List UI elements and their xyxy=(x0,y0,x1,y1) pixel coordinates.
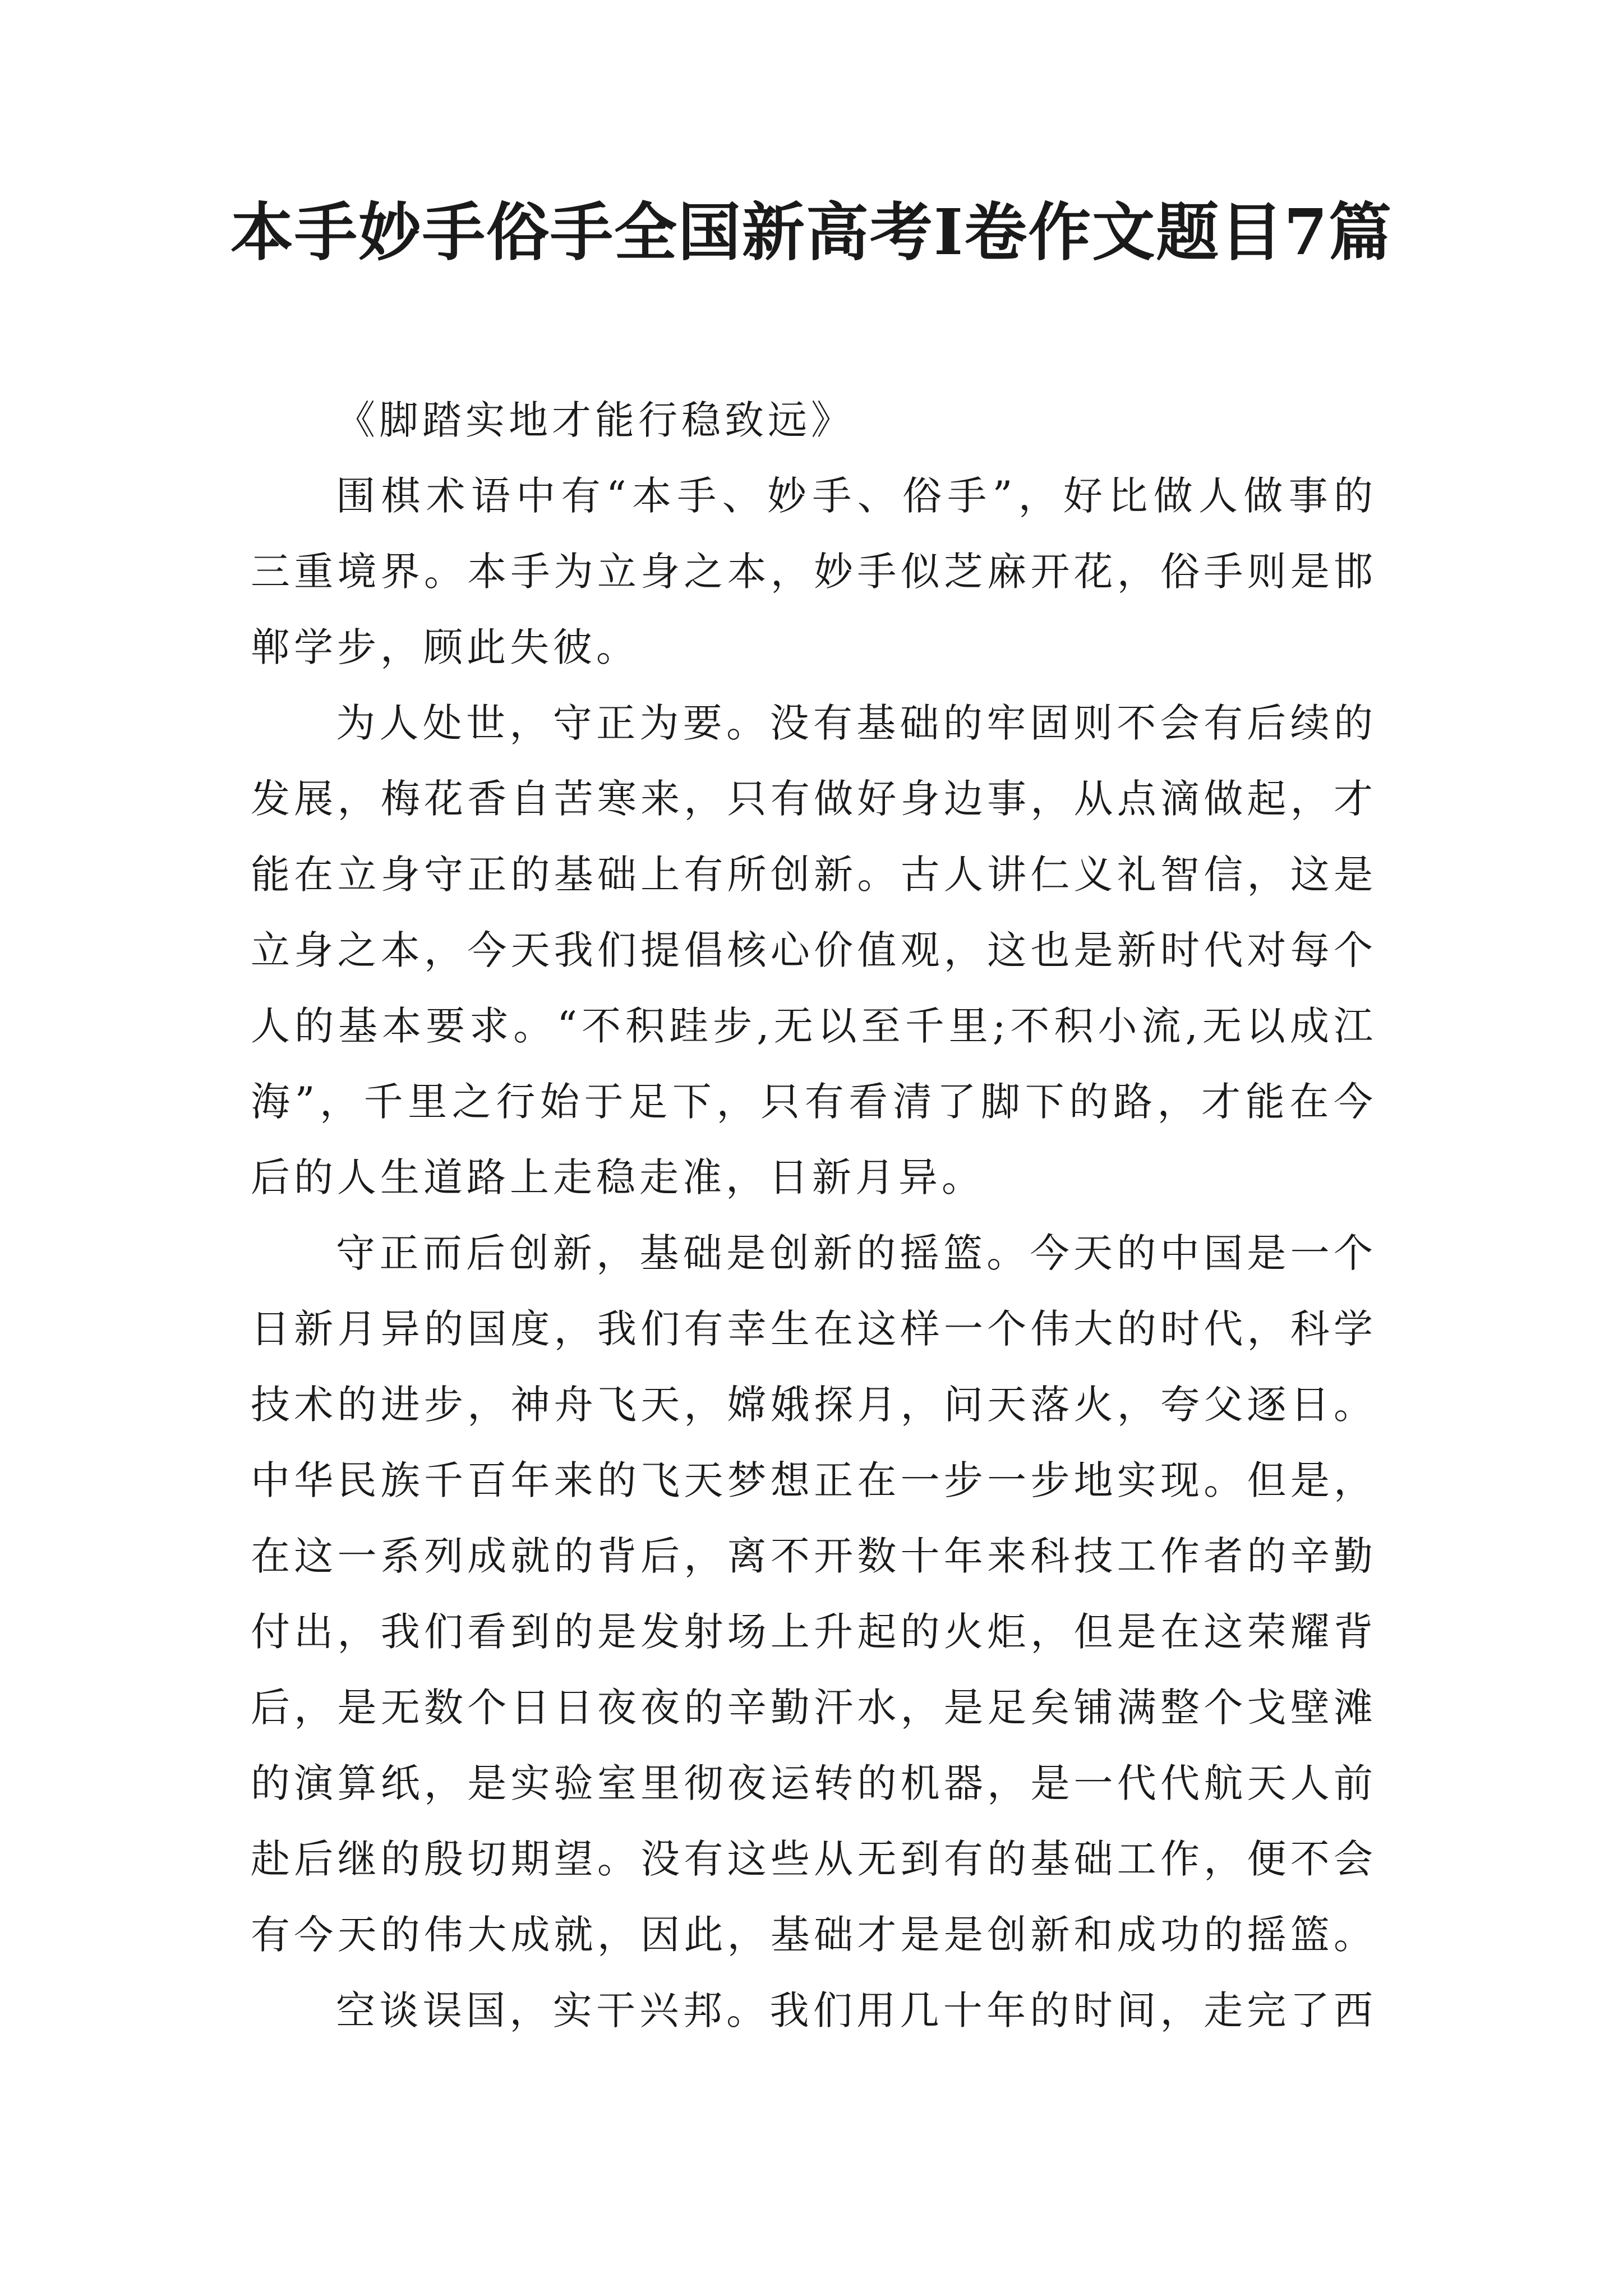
paragraph-line: 能在立身守正的基础上有所创新。古人讲仁义礼智信，这是 xyxy=(251,852,1377,898)
paragraph-line: 守正而后创新，基础是创新的摇篮。今天的中国是一个 xyxy=(336,1230,1377,1276)
paragraph-line: 郸学步，顾此失彼。 xyxy=(251,624,639,670)
paragraph-line: 赴后继的殷切期望。没有这些从无到有的基础工作，便不会 xyxy=(251,1836,1377,1882)
paragraph-line: 技术的进步，神舟飞天，嫦娥探月，问天落火，夸父逐日。 xyxy=(251,1382,1377,1428)
paragraph-line: 后，是无数个日日夜夜的辛勤汗水，是足矣铺满整个戈壁滩 xyxy=(251,1685,1377,1731)
paragraph-line: 海”，千里之行始于足下，只有看清了脚下的路，才能在今 xyxy=(251,1079,1377,1125)
paragraph-line: 有今天的伟大成就，因此，基础才是是创新和成功的摇篮。 xyxy=(251,1912,1377,1958)
essay-title: 《脚踏实地才能行稳致远》 xyxy=(336,397,854,443)
paragraph-line: 日新月异的国度，我们有幸生在这样一个伟大的时代，科学 xyxy=(251,1306,1377,1352)
paragraph-line: 为人处世，守正为要。没有基础的牢固则不会有后续的 xyxy=(336,700,1377,746)
paragraph-line: 中华民族千百年来的飞天梦想正在一步一步地实现。但是， xyxy=(251,1457,1377,1503)
paragraph-line: 的演算纸，是实验室里彻夜运转的机器，是一代代航天人前 xyxy=(251,1760,1377,1806)
paragraph xyxy=(251,1973,1377,2049)
paragraph-line: 三重境界。本手为立身之本，妙手似芝麻开花，俗手则是邯 xyxy=(251,549,1377,595)
paragraph xyxy=(251,1216,1377,1973)
paragraph xyxy=(251,685,1377,1216)
essay-body xyxy=(251,383,1377,2049)
paragraph-line: 空谈误国，实干兴邦。我们用几十年的时间，走完了西 xyxy=(336,1987,1377,2033)
paragraph-line: 后的人生道路上走稳走准，日新月异。 xyxy=(251,1154,985,1200)
paragraph-line: 人的基本要求。“不积跬步,无以至千里;不积小流,无以成江 xyxy=(251,1003,1377,1049)
paragraph-line: 围棋术语中有“本手、妙手、俗手”，好比做人做事的 xyxy=(336,473,1377,519)
paragraph-line: 在这一系列成就的背后，离不开数十年来科技工作者的辛勤 xyxy=(251,1533,1377,1579)
paragraph-line: 付出，我们看到的是发射场上升起的火炬，但是在这荣耀背 xyxy=(251,1609,1377,1655)
paragraph-line: 立身之本，今天我们提倡核心价值观，这也是新时代对每个 xyxy=(251,927,1377,973)
paragraph xyxy=(251,458,1377,685)
document-title: 本手妙手俗手全国新高考Ⅰ卷作文题目7篇 xyxy=(230,196,1393,269)
paragraph-line: 发展，梅花香自苦寒来，只有做好身边事，从点滴做起，才 xyxy=(251,776,1377,822)
